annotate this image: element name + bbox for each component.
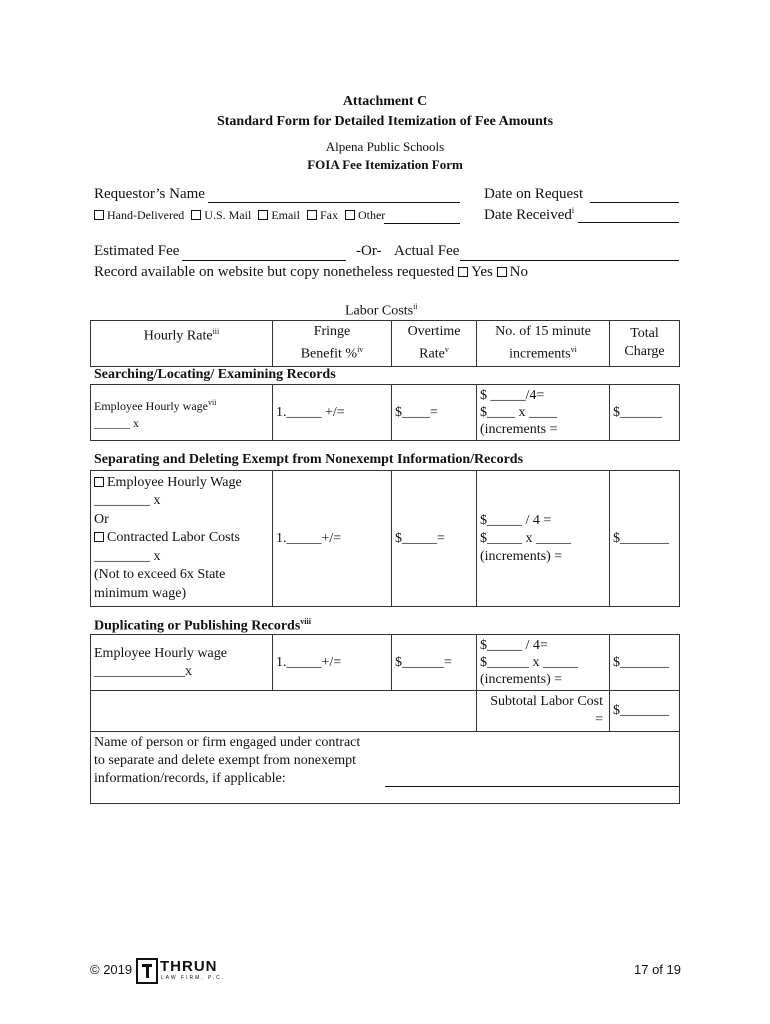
duplicating-overtime-cell[interactable]: $______=	[392, 635, 477, 691]
email-checkbox[interactable]: Email	[258, 208, 300, 222]
date-on-request-field[interactable]	[590, 202, 679, 203]
separating-fringe-cell[interactable]: 1._____+/=	[273, 471, 392, 607]
searching-section-title: Searching/Locating/ Examining Records	[94, 367, 336, 382]
or-label: -Or-	[356, 243, 382, 259]
yes-checkbox[interactable]: Yes	[458, 264, 493, 280]
increments-header: No. of 15 minute increments$^{vi}$	[477, 321, 610, 367]
labor-header-table	[90, 320, 680, 367]
searching-overtime-cell[interactable]: $____=	[392, 385, 477, 441]
page-number: 17 of 19	[634, 962, 681, 977]
delivery-options	[94, 208, 385, 223]
duplicating-increments-cell[interactable]: $_____ / 4= $______ x _____ (increments) =	[477, 635, 610, 691]
subtotal-label: Subtotal Labor Cost =	[477, 691, 610, 732]
separating-section-title: Separating and Deleting Exempt from Nonexempt Information/Records	[94, 452, 524, 467]
separating-table	[90, 470, 680, 607]
form-title: Standard Form for Detailed Itemization of Fee Amounts	[216, 114, 554, 129]
separating-overtime-cell[interactable]: $_____=	[392, 471, 477, 607]
contract-cell	[91, 732, 680, 804]
us-mail-checkbox[interactable]: U.S. Mail	[191, 208, 251, 222]
estimated-fee-field[interactable]	[182, 260, 346, 261]
copyright: © 2019	[90, 962, 133, 977]
other-checkbox[interactable]: Other	[345, 208, 385, 222]
searching-increments-cell[interactable]: $ _____/4= $____ x ____ (increments =	[477, 385, 610, 441]
org-name: Alpena Public Schools	[325, 139, 445, 154]
hourly-rate-header: Hourly Rate$^{iii}$	[91, 321, 273, 367]
searching-fringe-cell[interactable]: 1._____ +/=	[273, 385, 392, 441]
overtime-header: Overtime Rate$^v$	[392, 321, 477, 367]
searching-wage-cell[interactable]: Employee Hourly wage$^{vii}$ ______ x	[91, 385, 273, 441]
estimated-fee-label: Estimated Fee	[94, 243, 180, 259]
hand-delivered-checkbox[interactable]: Hand-Delivered	[94, 208, 184, 222]
employee-wage-checkbox[interactable]: Employee Hourly Wage	[94, 475, 242, 490]
searching-table	[90, 384, 680, 441]
date-on-request-label: Date on Request	[484, 186, 584, 202]
requestor-name-label: Requestor’s Name	[94, 186, 205, 202]
duplicating-total-cell[interactable]: $_______	[610, 635, 680, 691]
contract-label: Name of person or firm engaged under contract to separate and delete exempt from nonexempt information/records, if applicable:	[94, 735, 361, 786]
duplicating-wage-cell[interactable]: Employee Hourly wage _____________x	[91, 635, 273, 691]
no-checkbox[interactable]: No	[497, 264, 528, 280]
actual-fee-field[interactable]	[460, 260, 679, 261]
requestor-name-field[interactable]	[208, 202, 460, 203]
fringe-header: Fringe Benefit %$^{iv}$	[273, 321, 392, 367]
actual-fee-label: Actual Fee	[394, 243, 460, 259]
date-received-label: Date Received$^i$	[484, 206, 575, 223]
duplicating-table	[90, 634, 680, 804]
subtotal-blank-cell	[91, 691, 477, 732]
thrun-logo-subtext: LAW FIRM, P.C.	[161, 975, 226, 981]
labor-costs-title: Labor Costs$^{ii}$	[345, 302, 418, 319]
form-name: FOIA Fee Itemization Form	[307, 157, 463, 172]
contracted-labor-checkbox[interactable]: Contracted Labor Costs	[94, 530, 240, 545]
thrun-logo-text: THRUN	[160, 958, 218, 975]
website-note: Record available on website but copy nonetheless requested Yes No	[94, 264, 528, 280]
thrun-logo-icon	[136, 958, 158, 984]
separating-total-cell[interactable]: $_______	[610, 471, 680, 607]
subtotal-value-cell[interactable]: $_______	[610, 691, 680, 732]
duplicating-section-title: Duplicating or Publishing Records$^{viii}$	[94, 617, 311, 634]
separating-wage-cell[interactable]: Employee Hourly Wage ________ x Or Contracted Labor Costs ________ x (Not to exceed 6x State minimum wage)	[91, 471, 273, 607]
duplicating-fringe-cell[interactable]: 1._____+/=	[273, 635, 392, 691]
attachment-label: Attachment C	[342, 94, 428, 109]
date-received-field[interactable]	[578, 222, 679, 223]
fax-checkbox[interactable]: Fax	[307, 208, 338, 222]
searching-total-cell[interactable]: $______	[610, 385, 680, 441]
other-field[interactable]	[384, 223, 460, 224]
total-charge-header: Total Charge	[610, 321, 680, 367]
separating-increments-cell[interactable]: $_____ / 4 = $_____ x _____ (increments) =	[477, 471, 610, 607]
contract-name-field[interactable]	[385, 786, 679, 787]
